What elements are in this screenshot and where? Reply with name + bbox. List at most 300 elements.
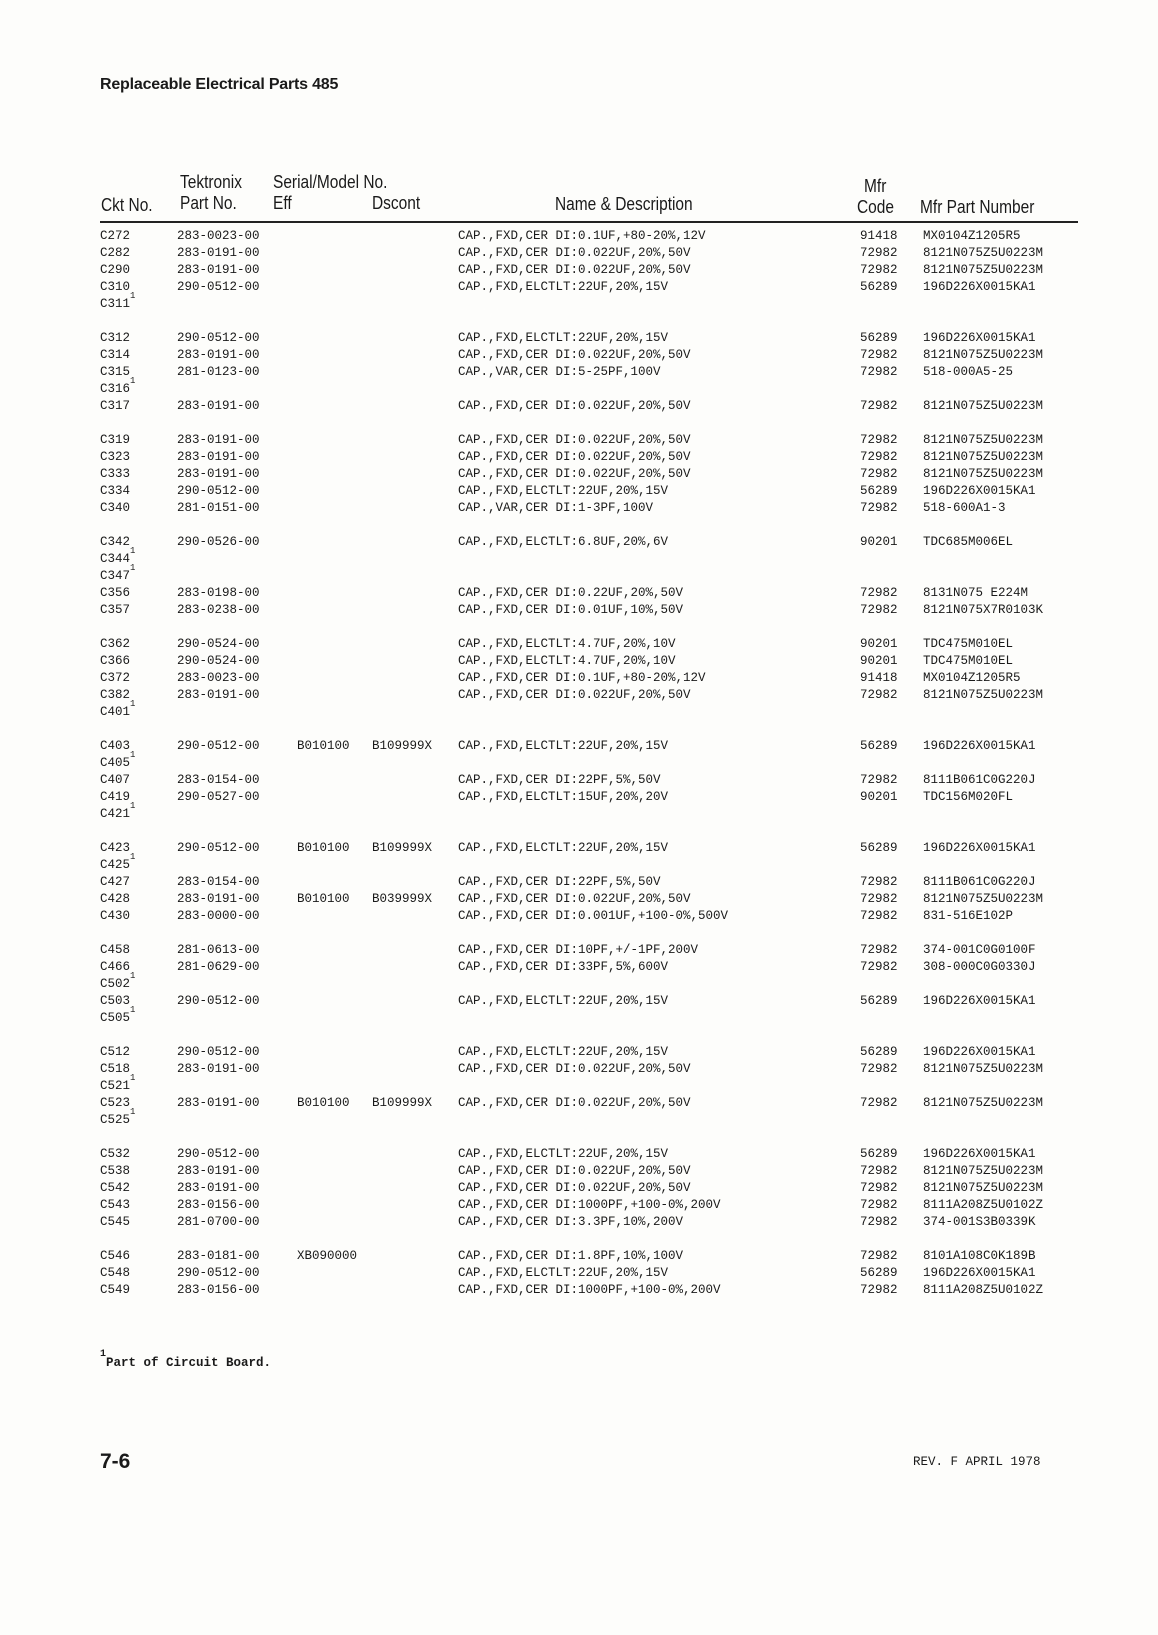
cell-part-no: 290-0512-00 [177, 331, 260, 345]
cell-dscont: B039999X [372, 892, 433, 906]
table-row [0, 1214, 1158, 1231]
footnote-text: Part of Circuit Board. [106, 1356, 272, 1370]
cell-mfr-code: 72982 [860, 1283, 898, 1297]
cell-name-description: CAP.,FXD,CER DI:0.022UF,20%,50V [458, 892, 691, 906]
cell-part-no: 281-0613-00 [177, 943, 260, 957]
footnote-reference: 1 [130, 546, 136, 556]
cell-mfr-code: 72982 [860, 773, 898, 787]
cell-part-no: 283-0238-00 [177, 603, 260, 617]
table-row [0, 330, 1158, 347]
cell-name-description: CAP.,FXD,CER DI:0.022UF,20%,50V [458, 399, 691, 413]
cell-ckt-no: C342 [100, 535, 131, 549]
cell-ckt-no [100, 563, 136, 585]
cell-ckt-no: C319 [100, 433, 131, 447]
cell-name-description: CAP.,FXD,CER DI:0.022UF,20%,50V [458, 1096, 691, 1110]
table-row [0, 602, 1158, 619]
table-row [0, 1248, 1158, 1265]
footnote-reference: 1 [130, 801, 136, 811]
cell-mfr-part-number: 8121N075Z5U0223M [923, 348, 1044, 362]
cell-part-no: 290-0512-00 [177, 484, 260, 498]
cell-name-description: CAP.,FXD,CER DI:1.8PF,10%,100V [458, 1249, 684, 1263]
table-row [0, 636, 1158, 653]
cell-ckt-no: C419 [100, 790, 131, 804]
cell-mfr-code: 56289 [860, 739, 898, 753]
cell-ckt-no: C372 [100, 671, 131, 685]
cell-name-description: CAP.,FXD,CER DI:0.022UF,20%,50V [458, 1181, 691, 1195]
cell-eff: B010100 [297, 892, 350, 906]
cell-mfr-part-number: 8111B061C0G220J [923, 875, 1036, 889]
cell-ckt-no: C362 [100, 637, 131, 651]
cell-ckt-no: C503 [100, 994, 131, 1008]
cell-ckt-no [100, 1107, 136, 1129]
cell-part-no: 290-0512-00 [177, 1266, 260, 1280]
cell-ckt-no: C282 [100, 246, 131, 260]
cell-ckt-no: C272 [100, 229, 131, 243]
cell-ckt-no: C523 [100, 1096, 131, 1110]
footnote-reference: 1 [130, 1107, 136, 1117]
cell-ckt-no: C315 [100, 365, 131, 379]
cell-mfr-code: 72982 [860, 1249, 898, 1263]
cell-part-no: 283-0023-00 [177, 671, 260, 685]
cell-dscont: B109999X [372, 1096, 433, 1110]
cell-name-description: CAP.,FXD,ELCTLT:15UF,20%,20V [458, 790, 669, 804]
cell-mfr-part-number: 8121N075Z5U0223M [923, 399, 1044, 413]
cell-mfr-code: 72982 [860, 348, 898, 362]
cell-mfr-part-number: 8121N075X7R0103K [923, 603, 1044, 617]
cell-name-description: CAP.,FXD,CER DI:0.022UF,20%,50V [458, 263, 691, 277]
cell-ckt-no: C549 [100, 1283, 131, 1297]
cell-mfr-part-number: 8121N075Z5U0223M [923, 688, 1044, 702]
cell-mfr-part-number: 8121N075Z5U0223M [923, 433, 1044, 447]
ckt-no-text: C344 [100, 552, 131, 566]
cell-name-description: CAP.,FXD,ELCTLT:22UF,20%,15V [458, 739, 669, 753]
cell-name-description: CAP.,FXD,ELCTLT:22UF,20%,15V [458, 994, 669, 1008]
cell-name-description: CAP.,FXD,CER DI:0.022UF,20%,50V [458, 246, 691, 260]
cell-part-no: 283-0191-00 [177, 688, 260, 702]
ckt-no-text: C311 [100, 297, 131, 311]
cell-mfr-code: 91418 [860, 671, 898, 685]
table-row [0, 772, 1158, 789]
cell-ckt-no: C366 [100, 654, 131, 668]
cell-mfr-code: 72982 [860, 467, 898, 481]
cell-name-description: CAP.,FXD,CER DI:3.3PF,10%,200V [458, 1215, 684, 1229]
cell-mfr-part-number: MX0104Z1205R5 [923, 671, 1021, 685]
cell-part-no: 283-0154-00 [177, 875, 260, 889]
cell-ckt-no [100, 1073, 136, 1095]
cell-name-description: CAP.,FXD,CER DI:0.022UF,20%,50V [458, 433, 691, 447]
table-row [0, 1197, 1158, 1214]
table-row [0, 245, 1158, 262]
cell-mfr-part-number: 8111B061C0G220J [923, 773, 1036, 787]
cell-mfr-part-number: 196D226X0015KA1 [923, 1147, 1036, 1161]
cell-part-no: 283-0191-00 [177, 892, 260, 906]
header-tektronix: Tektronix [180, 172, 242, 192]
table-row [0, 687, 1158, 704]
cell-mfr-code: 56289 [860, 994, 898, 1008]
cell-ckt-no: C334 [100, 484, 131, 498]
ckt-no-text: C316 [100, 382, 131, 396]
cell-part-no: 283-0191-00 [177, 433, 260, 447]
ckt-no-text: C425 [100, 858, 131, 872]
cell-name-description: CAP.,VAR,CER DI:5-25PF,100V [458, 365, 661, 379]
cell-mfr-part-number: 831-516E102P [923, 909, 1014, 923]
cell-eff: B010100 [297, 1096, 350, 1110]
cell-name-description: CAP.,FXD,CER DI:0.001UF,+100-0%,500V [458, 909, 729, 923]
cell-ckt-no [100, 1005, 136, 1027]
cell-part-no: 283-0191-00 [177, 450, 260, 464]
revision-note: REV. F APRIL 1978 [913, 1455, 1041, 1469]
cell-ckt-no: C543 [100, 1198, 131, 1212]
cell-mfr-code: 72982 [860, 1096, 898, 1110]
table-row [0, 670, 1158, 687]
cell-mfr-code: 72982 [860, 960, 898, 974]
table-row [0, 500, 1158, 517]
cell-part-no: 283-0191-00 [177, 1181, 260, 1195]
cell-name-description: CAP.,FXD,CER DI:1000PF,+100-0%,200V [458, 1198, 721, 1212]
ckt-no-text: C505 [100, 1011, 131, 1025]
cell-ckt-no: C512 [100, 1045, 131, 1059]
cell-mfr-part-number: 8121N075Z5U0223M [923, 246, 1044, 260]
footnote-marker: 1 [100, 1349, 107, 1360]
cell-ckt-no: C532 [100, 1147, 131, 1161]
footnote-reference: 1 [130, 1073, 136, 1083]
table-row [0, 449, 1158, 466]
cell-ckt-no [100, 699, 136, 721]
cell-part-no: 290-0512-00 [177, 280, 260, 294]
cell-name-description: CAP.,FXD,ELCTLT:22UF,20%,15V [458, 1147, 669, 1161]
footnote-reference: 1 [130, 291, 136, 301]
cell-name-description: CAP.,FXD,CER DI:10PF,+/-1PF,200V [458, 943, 699, 957]
table-row [0, 376, 1158, 398]
footnote-reference: 1 [130, 1005, 136, 1015]
cell-mfr-part-number: 8111A208Z5U0102Z [923, 1198, 1044, 1212]
cell-part-no: 283-0000-00 [177, 909, 260, 923]
table-row [0, 466, 1158, 483]
cell-mfr-part-number: MX0104Z1205R5 [923, 229, 1021, 243]
cell-ckt-no: C312 [100, 331, 131, 345]
cell-mfr-code: 72982 [860, 450, 898, 464]
cell-mfr-code: 56289 [860, 484, 898, 498]
cell-mfr-part-number: 8121N075Z5U0223M [923, 1096, 1044, 1110]
table-row [0, 347, 1158, 364]
cell-part-no: 283-0181-00 [177, 1249, 260, 1263]
cell-mfr-code: 90201 [860, 654, 898, 668]
cell-ckt-no: C518 [100, 1062, 131, 1076]
cell-ckt-no: C333 [100, 467, 131, 481]
cell-ckt-no [100, 971, 136, 993]
table-row [0, 789, 1158, 806]
header-eff: Eff [273, 193, 292, 213]
cell-part-no: 290-0524-00 [177, 637, 260, 651]
cell-mfr-part-number: TDC156M020FL [923, 790, 1014, 804]
cell-mfr-part-number: 196D226X0015KA1 [923, 994, 1036, 1008]
table-row [0, 908, 1158, 925]
cell-mfr-code: 72982 [860, 909, 898, 923]
cell-mfr-code: 72982 [860, 399, 898, 413]
running-head: Replaceable Electrical Parts 485 [100, 76, 339, 93]
cell-mfr-code: 90201 [860, 637, 898, 651]
cell-ckt-no: C382 [100, 688, 131, 702]
cell-name-description: CAP.,FXD,ELCTLT:22UF,20%,15V [458, 331, 669, 345]
cell-mfr-code: 56289 [860, 841, 898, 855]
table-row [0, 1146, 1158, 1163]
cell-mfr-part-number: 8121N075Z5U0223M [923, 450, 1044, 464]
cell-ckt-no: C545 [100, 1215, 131, 1229]
cell-mfr-part-number: 196D226X0015KA1 [923, 331, 1036, 345]
header-dscont: Dscont [372, 193, 421, 213]
cell-ckt-no [100, 291, 136, 313]
cell-part-no: 290-0524-00 [177, 654, 260, 668]
ckt-no-text: C401 [100, 705, 131, 719]
cell-name-description: CAP.,FXD,CER DI:0.022UF,20%,50V [458, 688, 691, 702]
header-code: Code [857, 197, 895, 217]
table-row [0, 738, 1158, 755]
cell-mfr-part-number: 196D226X0015KA1 [923, 1045, 1036, 1059]
cell-mfr-code: 72982 [860, 943, 898, 957]
cell-ckt-no: C428 [100, 892, 131, 906]
header-rule [100, 221, 1078, 223]
table-row [0, 1265, 1158, 1282]
cell-mfr-code: 72982 [860, 1181, 898, 1195]
cell-part-no: 290-0512-00 [177, 841, 260, 855]
cell-mfr-code: 72982 [860, 433, 898, 447]
cell-mfr-part-number: 308-000C0G0330J [923, 960, 1036, 974]
table-row [0, 364, 1158, 381]
cell-mfr-code: 72982 [860, 1198, 898, 1212]
table-row [0, 563, 1158, 585]
table-row [0, 699, 1158, 721]
cell-mfr-part-number: 196D226X0015KA1 [923, 484, 1036, 498]
cell-mfr-code: 72982 [860, 603, 898, 617]
cell-name-description: CAP.,FXD,CER DI:33PF,5%,600V [458, 960, 669, 974]
footnote-reference: 1 [130, 971, 136, 981]
table-row [0, 942, 1158, 959]
cell-ckt-no: C538 [100, 1164, 131, 1178]
cell-mfr-code: 72982 [860, 1062, 898, 1076]
table-row [0, 801, 1158, 823]
cell-part-no: 283-0156-00 [177, 1283, 260, 1297]
table-row [0, 291, 1158, 313]
table-row [0, 993, 1158, 1010]
table-row [0, 228, 1158, 245]
cell-part-no: 290-0512-00 [177, 994, 260, 1008]
cell-name-description: CAP.,FXD,ELCTLT:22UF,20%,15V [458, 280, 669, 294]
table-row [0, 840, 1158, 857]
cell-name-description: CAP.,FXD,CER DI:0.22UF,20%,50V [458, 586, 684, 600]
cell-mfr-part-number: 8121N075Z5U0223M [923, 1062, 1044, 1076]
page-number: 7-6 [100, 1450, 131, 1473]
cell-ckt-no: C317 [100, 399, 131, 413]
table-row [0, 262, 1158, 279]
table-row [0, 1107, 1158, 1129]
cell-ckt-no: C458 [100, 943, 131, 957]
table-row [0, 891, 1158, 908]
cell-ckt-no: C548 [100, 1266, 131, 1280]
ckt-no-text: C525 [100, 1113, 131, 1127]
cell-ckt-no [100, 750, 136, 772]
cell-ckt-no: C323 [100, 450, 131, 464]
cell-name-description: CAP.,FXD,ELCTLT:22UF,20%,15V [458, 841, 669, 855]
table-row [0, 750, 1158, 772]
ckt-no-text: C421 [100, 807, 131, 821]
cell-mfr-code: 72982 [860, 586, 898, 600]
table-row [0, 432, 1158, 449]
cell-mfr-part-number: 518-600A1-3 [923, 501, 1006, 515]
table-row [0, 971, 1158, 993]
cell-mfr-code: 56289 [860, 1045, 898, 1059]
cell-part-no: 283-0191-00 [177, 467, 260, 481]
cell-ckt-no: C430 [100, 909, 131, 923]
cell-mfr-part-number: 196D226X0015KA1 [923, 739, 1036, 753]
cell-part-no: 290-0527-00 [177, 790, 260, 804]
table-row [0, 534, 1158, 551]
cell-ckt-no [100, 801, 136, 823]
cell-mfr-code: 91418 [860, 229, 898, 243]
cell-ckt-no: C356 [100, 586, 131, 600]
table-row [0, 1073, 1158, 1095]
cell-mfr-part-number: 8101A108C0K189B [923, 1249, 1036, 1263]
cell-name-description: CAP.,FXD,ELCTLT:4.7UF,20%,10V [458, 654, 676, 668]
cell-eff: B010100 [297, 841, 350, 855]
cell-ckt-no: C466 [100, 960, 131, 974]
table-row [0, 852, 1158, 874]
header-name-description: Name & Description [555, 194, 693, 214]
cell-ckt-no: C403 [100, 739, 131, 753]
cell-name-description: CAP.,FXD,ELCTLT:4.7UF,20%,10V [458, 637, 676, 651]
cell-name-description: CAP.,FXD,ELCTLT:6.8UF,20%,6V [458, 535, 669, 549]
cell-mfr-code: 90201 [860, 790, 898, 804]
cell-ckt-no [100, 852, 136, 874]
cell-mfr-part-number: 8121N075Z5U0223M [923, 467, 1044, 481]
cell-mfr-part-number: 8111A208Z5U0102Z [923, 1283, 1044, 1297]
cell-mfr-code: 56289 [860, 331, 898, 345]
cell-part-no: 290-0512-00 [177, 739, 260, 753]
cell-mfr-part-number: 196D226X0015KA1 [923, 280, 1036, 294]
header-part-no: Part No. [180, 193, 237, 213]
cell-part-no: 283-0156-00 [177, 1198, 260, 1212]
table-row [0, 546, 1158, 568]
cell-dscont: B109999X [372, 739, 433, 753]
footnote-reference: 1 [130, 376, 136, 386]
cell-mfr-part-number: 8121N075Z5U0223M [923, 1164, 1044, 1178]
cell-name-description: CAP.,FXD,CER DI:0.022UF,20%,50V [458, 1062, 691, 1076]
ckt-no-text: C347 [100, 569, 131, 583]
table-row [0, 874, 1158, 891]
table-row [0, 1061, 1158, 1078]
cell-mfr-code: 72982 [860, 688, 898, 702]
cell-mfr-code: 72982 [860, 1215, 898, 1229]
cell-mfr-code: 72982 [860, 875, 898, 889]
cell-part-no: 281-0123-00 [177, 365, 260, 379]
cell-mfr-code: 72982 [860, 892, 898, 906]
cell-ckt-no: C290 [100, 263, 131, 277]
cell-name-description: CAP.,FXD,CER DI:0.01UF,10%,50V [458, 603, 684, 617]
header-ckt-no: Ckt No. [101, 195, 153, 215]
footnote [100, 1349, 272, 1370]
cell-mfr-code: 72982 [860, 263, 898, 277]
cell-ckt-no: C546 [100, 1249, 131, 1263]
table-row [0, 1005, 1158, 1027]
cell-part-no: 290-0526-00 [177, 535, 260, 549]
table-row [0, 1163, 1158, 1180]
table-row [0, 398, 1158, 415]
ckt-no-text: C405 [100, 756, 131, 770]
cell-mfr-code: 56289 [860, 280, 898, 294]
cell-part-no: 281-0629-00 [177, 960, 260, 974]
cell-mfr-code: 72982 [860, 246, 898, 260]
cell-part-no: 283-0154-00 [177, 773, 260, 787]
cell-part-no: 283-0191-00 [177, 263, 260, 277]
cell-mfr-code: 72982 [860, 501, 898, 515]
cell-ckt-no: C407 [100, 773, 131, 787]
cell-part-no: 281-0151-00 [177, 501, 260, 515]
cell-mfr-part-number: 374-001S3B0339K [923, 1215, 1036, 1229]
footnote-reference: 1 [130, 852, 136, 862]
ckt-no-text: C521 [100, 1079, 131, 1093]
cell-mfr-part-number: 8131N075 E224M [923, 586, 1029, 600]
cell-mfr-part-number: TDC475M010EL [923, 637, 1014, 651]
cell-name-description: CAP.,FXD,ELCTLT:22UF,20%,15V [458, 1266, 669, 1280]
cell-name-description: CAP.,FXD,CER DI:0.022UF,20%,50V [458, 450, 691, 464]
table-row [0, 483, 1158, 500]
cell-mfr-part-number: TDC475M010EL [923, 654, 1014, 668]
cell-mfr-part-number: 374-001C0G0100F [923, 943, 1036, 957]
header-mfr-part-number: Mfr Part Number [920, 197, 1035, 217]
cell-mfr-code: 56289 [860, 1147, 898, 1161]
cell-name-description: CAP.,FXD,CER DI:22PF,5%,50V [458, 773, 661, 787]
cell-ckt-no: C357 [100, 603, 131, 617]
cell-name-description: CAP.,VAR,CER DI:1-3PF,100V [458, 501, 654, 515]
cell-ckt-no: C340 [100, 501, 131, 515]
footnote-reference: 1 [130, 563, 136, 573]
cell-name-description: CAP.,FXD,CER DI:0.022UF,20%,50V [458, 348, 691, 362]
cell-name-description: CAP.,FXD,CER DI:0.022UF,20%,50V [458, 467, 691, 481]
table-row [0, 1180, 1158, 1197]
cell-ckt-no: C423 [100, 841, 131, 855]
cell-ckt-no: C542 [100, 1181, 131, 1195]
table-row [0, 1282, 1158, 1299]
table-row [0, 1095, 1158, 1112]
cell-part-no: 283-0191-00 [177, 246, 260, 260]
cell-mfr-part-number: TDC685M006EL [923, 535, 1014, 549]
cell-part-no: 283-0191-00 [177, 1062, 260, 1076]
cell-mfr-part-number: 8121N075Z5U0223M [923, 263, 1044, 277]
cell-part-no: 283-0191-00 [177, 348, 260, 362]
table-row [0, 585, 1158, 602]
ckt-no-text: C502 [100, 977, 131, 991]
footnote-reference: 1 [130, 699, 136, 709]
table-row [0, 1044, 1158, 1061]
cell-name-description: CAP.,FXD,CER DI:0.1UF,+80-20%,12V [458, 671, 706, 685]
cell-mfr-part-number: 518-000A5-25 [923, 365, 1014, 379]
cell-mfr-code: 72982 [860, 1164, 898, 1178]
cell-eff: B010100 [297, 739, 350, 753]
cell-mfr-code: 56289 [860, 1266, 898, 1280]
table-row [0, 959, 1158, 976]
cell-part-no: 281-0700-00 [177, 1215, 260, 1229]
header-serial-model: Serial/Model No. [273, 172, 388, 192]
cell-part-no: 283-0198-00 [177, 586, 260, 600]
cell-mfr-part-number: 8121N075Z5U0223M [923, 892, 1044, 906]
table-row [0, 653, 1158, 670]
cell-ckt-no [100, 376, 136, 398]
cell-name-description: CAP.,FXD,CER DI:0.1UF,+80-20%,12V [458, 229, 706, 243]
cell-mfr-part-number: 196D226X0015KA1 [923, 841, 1036, 855]
cell-name-description: CAP.,FXD,CER DI:22PF,5%,50V [458, 875, 661, 889]
cell-mfr-part-number: 8121N075Z5U0223M [923, 1181, 1044, 1195]
cell-dscont: B109999X [372, 841, 433, 855]
cell-name-description: CAP.,FXD,ELCTLT:22UF,20%,15V [458, 1045, 669, 1059]
